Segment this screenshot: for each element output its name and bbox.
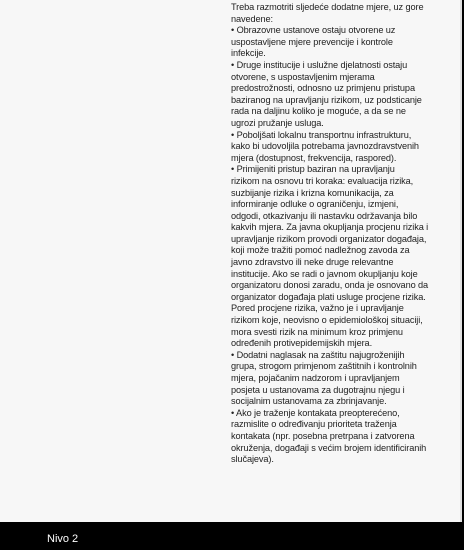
document-line: mora svesti rizik na minimum kroz primjenu	[231, 326, 403, 337]
document-line: • Ako je traženje kontakata preopterećeno,	[231, 407, 400, 418]
document-line: baziranog na upravljanju rizikom, uz podsticanje	[231, 94, 422, 105]
document-line: mjera (dostupnost, frekvencija, raspored).	[231, 152, 397, 163]
document-line: institucije. Ako se radi o javnom okupljanju koje	[231, 268, 418, 279]
document-line: organizatoru donosi zaradu, onda je osnovano da	[231, 280, 429, 291]
document-line: odgodi, otkazivanju ili nastavku održavanja bilo	[231, 210, 418, 221]
document-line: • Dodatni naglasak na zaštitu najugroženijih	[231, 349, 405, 360]
document-line: navedene:	[231, 13, 274, 24]
document-line: uspostavljene mjere prevencije i kontrole	[231, 36, 393, 47]
document-line: posjeta u ustanovama za dugotrajnu njegu i	[231, 384, 405, 395]
document-line: javno zdravstvo ili neke druge relevantne	[231, 257, 394, 268]
document-line: • Druge institucije i uslužne djelatnosti ostaju	[231, 59, 408, 70]
document-line: organizator događaja plati usluge procjene rizika.	[231, 291, 426, 302]
document-line: upravljanje rizikom provodi organizator događaja,	[231, 233, 427, 244]
document-line: grupa, strogom primjenom zaštitnih i kontrolnih	[231, 361, 417, 372]
document-line: okruženja, događaji s većim brojem identificiranih	[231, 442, 427, 453]
document-line: • Primijeniti pristup baziran na upravljanju	[231, 164, 395, 175]
document-line: • Poboljšati lokalnu transportnu infrastrukturu,	[231, 129, 412, 140]
document-line: • Obrazovne ustanove ostaju otvorene uz	[231, 25, 396, 36]
document-line: Pored procjene rizika, važno je i upravljanje	[231, 303, 404, 314]
document-line: koji može tražiti pomoć nadležnog zavoda za	[231, 245, 410, 256]
document-line: infekcije.	[231, 48, 266, 59]
document-line: socijalnim ustanovama za zbrinjavanje.	[231, 396, 387, 407]
document-line: rizikom koje, neovisno o epidemiološkoj situaciji,	[231, 315, 423, 326]
document-line: informiranje odluke o ograničenju, izmjeni,	[231, 199, 399, 210]
level-label: Nivo 2	[47, 533, 79, 545]
document-line: ugrozi pružanje usluga.	[231, 117, 324, 128]
document-line: kontakata (npr. posebna pretrpana i zatvorena	[231, 430, 415, 441]
document-line: slučajeva).	[231, 454, 274, 465]
document-line: predostrožnosti, odnosno uz primjenu pristupa	[231, 83, 415, 94]
document-line: Treba razmotriti sljedeće dodatne mjere, uz gore	[231, 2, 424, 12]
document-text-column	[231, 2, 455, 466]
document-line: razmislite o određivanju prioriteta traženja	[231, 419, 397, 430]
document-line: mjera, pojačanim nadzorom i upravljanjem	[231, 373, 400, 383]
document-line: kakvih mjera. Za javna okupljanja procjenu rizika i	[231, 222, 429, 233]
document-line: kako bi udovoljila potrebama javnozdravstvenih	[231, 141, 419, 152]
document-line: rizikom na osnovu tri koraka: evaluacija rizika,	[231, 175, 414, 186]
document-line: određenih protivepidemijskih mjera.	[231, 338, 373, 349]
document-line: rada na daljinu koliko je moguće, a da se ne	[231, 106, 406, 117]
document-line: otvorene, s uspostavljenim mjerama	[231, 71, 375, 82]
document-line: suzbijanje rizika i krizna komunikacija, za	[231, 187, 394, 198]
